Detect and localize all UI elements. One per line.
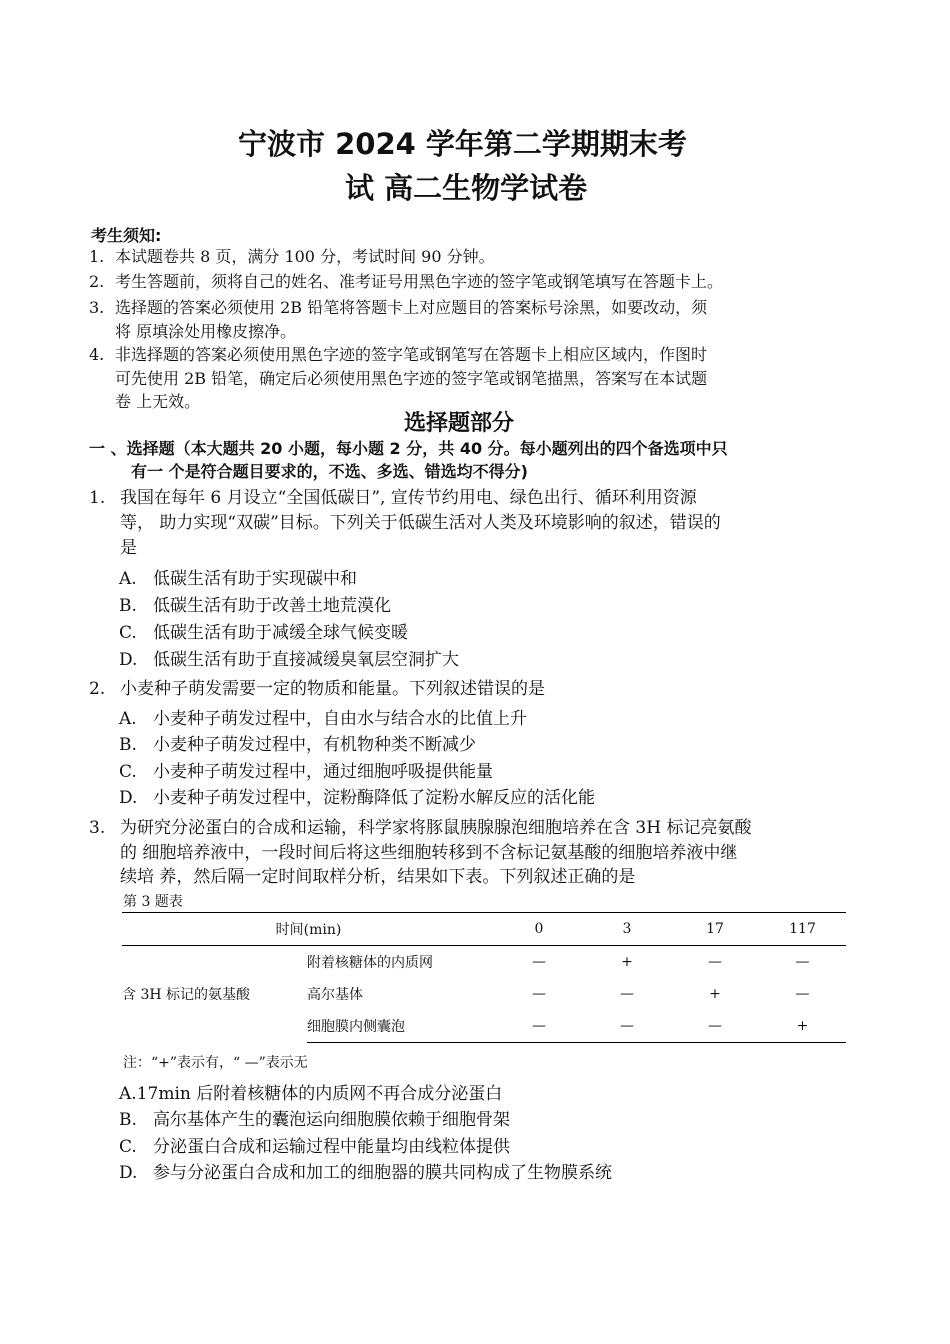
table-header-t117: 117 bbox=[759, 913, 846, 946]
table-cell: — bbox=[795, 986, 810, 1002]
option-text: 高尔基体产生的囊泡运向细胞膜依赖于细胞骨架 bbox=[153, 1110, 510, 1130]
notice-item-4 bbox=[89, 343, 707, 367]
q1-option-c bbox=[119, 618, 408, 643]
q3-option-a bbox=[119, 1079, 502, 1104]
notice-item-text: 非选择题的答案必须使用黑色字迹的签字笔或钢笔写在答题卡上相应区域内，作图时 bbox=[115, 345, 708, 364]
table-header-row bbox=[122, 913, 846, 946]
table-header-t0: 0 bbox=[495, 913, 583, 946]
table-note: 注：“+”表示有，“ —”表示无 bbox=[123, 1055, 308, 1071]
notice-item-3 bbox=[89, 296, 707, 320]
option-label: B. bbox=[119, 1110, 137, 1130]
table-cell: — bbox=[620, 986, 634, 1002]
table-cell: + bbox=[621, 954, 633, 970]
part-one-header-line2: 有一 个是符合题目要求的，不选、多选、错选均不得分) bbox=[131, 462, 528, 481]
table-header-t17: 17 bbox=[671, 913, 759, 946]
q3-option-d bbox=[119, 1158, 612, 1183]
table-cell: — bbox=[532, 954, 546, 970]
notice-item-text: 选择题的答案必须使用 2B 铅笔将答题卡上对应题目的答案标号涂黑，如要改动，须 bbox=[115, 298, 708, 317]
table-cell: + bbox=[759, 1010, 846, 1043]
notice-item-number: 2. bbox=[89, 272, 105, 291]
notice-item-2 bbox=[89, 270, 723, 294]
question-3-cont1: 的 细胞培养液中，一段时间后将这些细胞转移到不含标记氨基酸的细胞培养液中继 bbox=[120, 843, 738, 863]
notice-item-1 bbox=[89, 245, 495, 269]
question-3 bbox=[89, 813, 751, 838]
table-cell: — bbox=[708, 954, 722, 970]
option-label: A. bbox=[119, 1084, 137, 1104]
option-text: 参与分泌蛋白合成和加工的细胞器的膜共同构成了生物膜系统 bbox=[153, 1163, 612, 1183]
question-stem: 小麦种子萌发需要一定的物质和能量。下列叙述错误的是 bbox=[120, 679, 545, 699]
question-stem: 为研究分泌蛋白的合成和运输，科学家将豚鼠胰腺腺泡细胞培养在含 3H 标记亮氨酸 bbox=[120, 818, 752, 838]
notice-item-text: 本试题卷共 8 页，满分 100 分，考试时间 90 分钟。 bbox=[115, 247, 495, 266]
table-row-name: 附着核糖体的内质网 bbox=[307, 955, 433, 971]
option-label: D. bbox=[119, 650, 138, 670]
option-label: B. bbox=[119, 735, 137, 755]
q1-option-b bbox=[119, 591, 391, 616]
option-label: A. bbox=[119, 709, 137, 729]
table-cell: — bbox=[795, 954, 810, 970]
q1-option-d bbox=[119, 645, 459, 670]
table-caption: 第 3 题表 bbox=[123, 894, 183, 910]
table-cell: — bbox=[495, 1010, 583, 1043]
q2-option-b bbox=[119, 730, 476, 755]
exam-title-line1: 宁波市 2024 学年第二学期期末考 bbox=[238, 127, 687, 161]
option-text: 低碳生活有助于减缓全球气候变暖 bbox=[153, 623, 408, 643]
table-header-t3: 3 bbox=[583, 913, 671, 946]
notice-item-text: 考生答题前，须将自己的姓名、准考证号用黑色字迹的签字笔或钢笔填写在答题卡上。 bbox=[115, 272, 724, 291]
exam-title-line2: 试 高二生物学试卷 bbox=[345, 171, 588, 205]
q2-option-d bbox=[119, 783, 595, 808]
table-cell: — bbox=[532, 986, 546, 1002]
table-cell: + bbox=[709, 986, 721, 1002]
notice-heading: 考生须知: bbox=[91, 226, 162, 245]
table-row-name: 细胞膜内侧囊泡 bbox=[307, 1010, 495, 1043]
q3-option-b bbox=[119, 1105, 510, 1130]
table-group-label: 含 3H 标记的氨基酸 bbox=[122, 987, 251, 1004]
option-text: 小麦种子萌发过程中，通过细胞呼吸提供能量 bbox=[153, 762, 493, 782]
option-text: 低碳生活有助于改善土地荒漠化 bbox=[153, 596, 391, 616]
option-label: D. bbox=[119, 1163, 138, 1183]
part-one-header-line1: 一 、选择题（本大题共 20 小题，每小题 2 分，共 40 分。每小题列出的四个备选项中只 bbox=[89, 439, 728, 458]
q2-option-a bbox=[119, 704, 527, 729]
option-text: 17min 后附着核糖体的内质网不再合成分泌蛋白 bbox=[136, 1084, 503, 1104]
table-row-name: 高尔基体 bbox=[307, 987, 363, 1003]
question-2 bbox=[89, 674, 545, 699]
option-label: D. bbox=[119, 788, 138, 808]
option-text: 小麦种子萌发过程中，淀粉酶降低了淀粉水解反应的活化能 bbox=[153, 788, 595, 808]
option-label: C. bbox=[119, 1137, 137, 1157]
option-text: 低碳生活有助于直接减缓臭氧层空洞扩大 bbox=[153, 650, 459, 670]
notice-item-number: 1. bbox=[89, 247, 105, 266]
question-1-cont1: 等， 助力实现“双碳”目标。下列关于低碳生活对人类及环境影响的叙述，错误的 bbox=[120, 513, 721, 533]
question-number: 1. bbox=[89, 488, 106, 508]
table-cell: — bbox=[671, 1010, 759, 1043]
results-table bbox=[122, 912, 846, 1043]
question-3-cont2: 续培 养，然后隔一定时间取样分析，结果如下表。下列叙述正确的是 bbox=[120, 867, 636, 887]
notice-item-4-cont2: 卷 上无效。 bbox=[115, 392, 201, 411]
notice-item-3-cont: 将 原填涂处用橡皮擦净。 bbox=[115, 322, 297, 341]
q3-option-c bbox=[119, 1132, 510, 1157]
option-label: C. bbox=[119, 762, 137, 782]
section-title: 选择题部分 bbox=[404, 411, 515, 436]
option-text: 分泌蛋白合成和运输过程中能量均由线粒体提供 bbox=[153, 1137, 510, 1157]
table-row bbox=[122, 946, 846, 979]
option-label: B. bbox=[119, 596, 137, 616]
table-header-time: 时间(min) bbox=[122, 913, 495, 946]
table-cell: — bbox=[583, 1010, 671, 1043]
q1-option-a bbox=[119, 564, 357, 589]
question-number: 3. bbox=[89, 818, 106, 838]
question-number: 2. bbox=[89, 679, 106, 699]
option-text: 小麦种子萌发过程中，有机物种类不断减少 bbox=[153, 735, 476, 755]
option-label: A. bbox=[119, 569, 137, 589]
option-text: 小麦种子萌发过程中，自由水与结合水的比值上升 bbox=[153, 709, 527, 729]
q2-option-c bbox=[119, 757, 493, 782]
notice-item-4-cont1: 可先使用 2B 铅笔，确定后必须使用黑色字迹的签字笔或钢笔描黑，答案写在本试题 bbox=[115, 369, 708, 388]
question-1-cont2: 是 bbox=[120, 538, 137, 558]
question-stem: 我国在每年 6 月设立“全国低碳日”, 宣传节约用电、绿色出行、循环利用资源 bbox=[120, 488, 697, 508]
notice-item-number: 3. bbox=[89, 298, 105, 317]
option-label: C. bbox=[119, 623, 137, 643]
notice-item-number: 4. bbox=[89, 345, 105, 364]
question-1 bbox=[89, 483, 697, 508]
option-text: 低碳生活有助于实现碳中和 bbox=[153, 569, 357, 589]
